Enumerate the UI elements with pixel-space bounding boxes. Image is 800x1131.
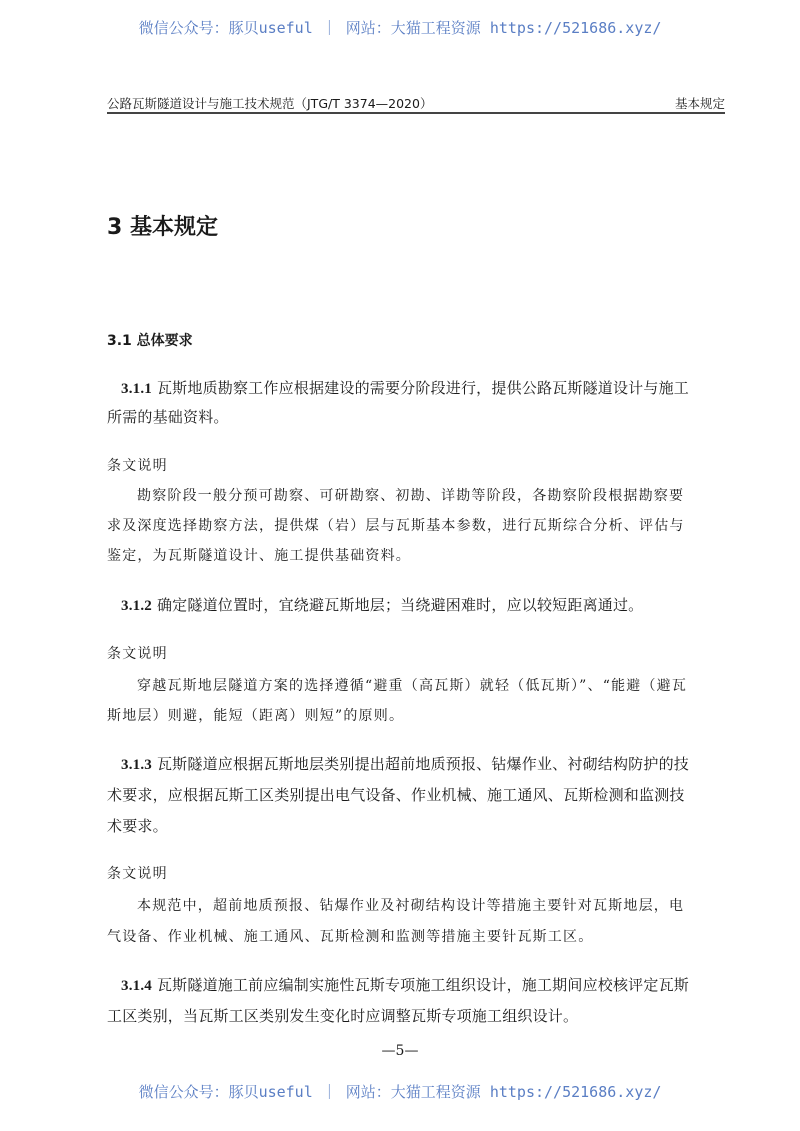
clause-line: 工区类别，当瓦斯工区类别发生变化时应调整瓦斯专项施工组织设计。: [107, 1007, 579, 1025]
note-line: 气设备、作业机械、施工通风、瓦斯检测和监测等措施主要针瓦斯工区。: [107, 929, 594, 945]
watermark-bottom: 微信公众号：豚贝useful ｜ 网站：大猫工程资源 https://521686.xyz/: [138, 1083, 662, 1101]
chapter-title: 3 基本规定: [107, 215, 218, 240]
note-line: 求及深度选择勘察方法，提供煤（岩）层与瓦斯基本参数，进行瓦斯综合分析、评估与: [107, 518, 685, 534]
note-label: 条文说明: [107, 458, 168, 474]
section-title: 3.1 总体要求: [107, 333, 193, 349]
running-header-title: 公路瓦斯隧道设计与施工技术规范（JTG/T 3374—2020）: [107, 96, 433, 111]
note-line: 穿越瓦斯地层隧道方案的选择遵循“避重（高瓦斯）就轻（低瓦斯）”、“能避（避瓦: [137, 678, 688, 694]
clause-3-1-4: 3.1.4 瓦斯隧道施工前应编制实施性瓦斯专项施工组织设计，施工期间应校核评定瓦斯: [121, 976, 689, 994]
clause-line: 术要求，应根据瓦斯工区类别提出电气设备、作业机械、施工通风、瓦斯检测和监测技: [107, 786, 685, 804]
header-rule: [107, 112, 725, 114]
clause-3-1-2: 3.1.2 确定隧道位置时，宜绕避瓦斯地层；当绕避困难时，应以较短距离通过。: [121, 596, 644, 614]
page-number: —5—: [381, 1043, 419, 1059]
note-label: 条文说明: [107, 866, 168, 882]
clause-3-1-1: 3.1.1 瓦斯地质勘察工作应根据建设的需要分阶段进行，提供公路瓦斯隧道设计与施工: [121, 379, 689, 397]
note-line: 斯地层）则避，能短（距离）则短”的原则。: [107, 708, 405, 724]
running-header-section: 基本规定: [674, 96, 725, 111]
note-line: 本规范中，超前地质预报、钻爆作业及衬砌结构设计等措施主要针对瓦斯地层，电: [137, 898, 685, 914]
note-label: 条文说明: [107, 646, 168, 662]
clause-3-1-3: 3.1.3 瓦斯隧道应根据瓦斯地层类别提出超前地质预报、钻爆作业、衬砌结构防护的技: [121, 755, 689, 773]
watermark-top: 微信公众号：豚贝useful ｜ 网站：大猫工程资源 https://521686.xyz/: [138, 19, 662, 37]
note-line: 勘察阶段一般分预可勘察、可研勘察、初勘、详勘等阶段，各勘察阶段根据勘察要: [137, 488, 685, 504]
clause-line: 所需的基础资料。: [107, 408, 229, 426]
clause-line: 术要求。: [107, 817, 168, 835]
note-line: 鉴定，为瓦斯隧道设计、施工提供基础资料。: [107, 548, 411, 564]
